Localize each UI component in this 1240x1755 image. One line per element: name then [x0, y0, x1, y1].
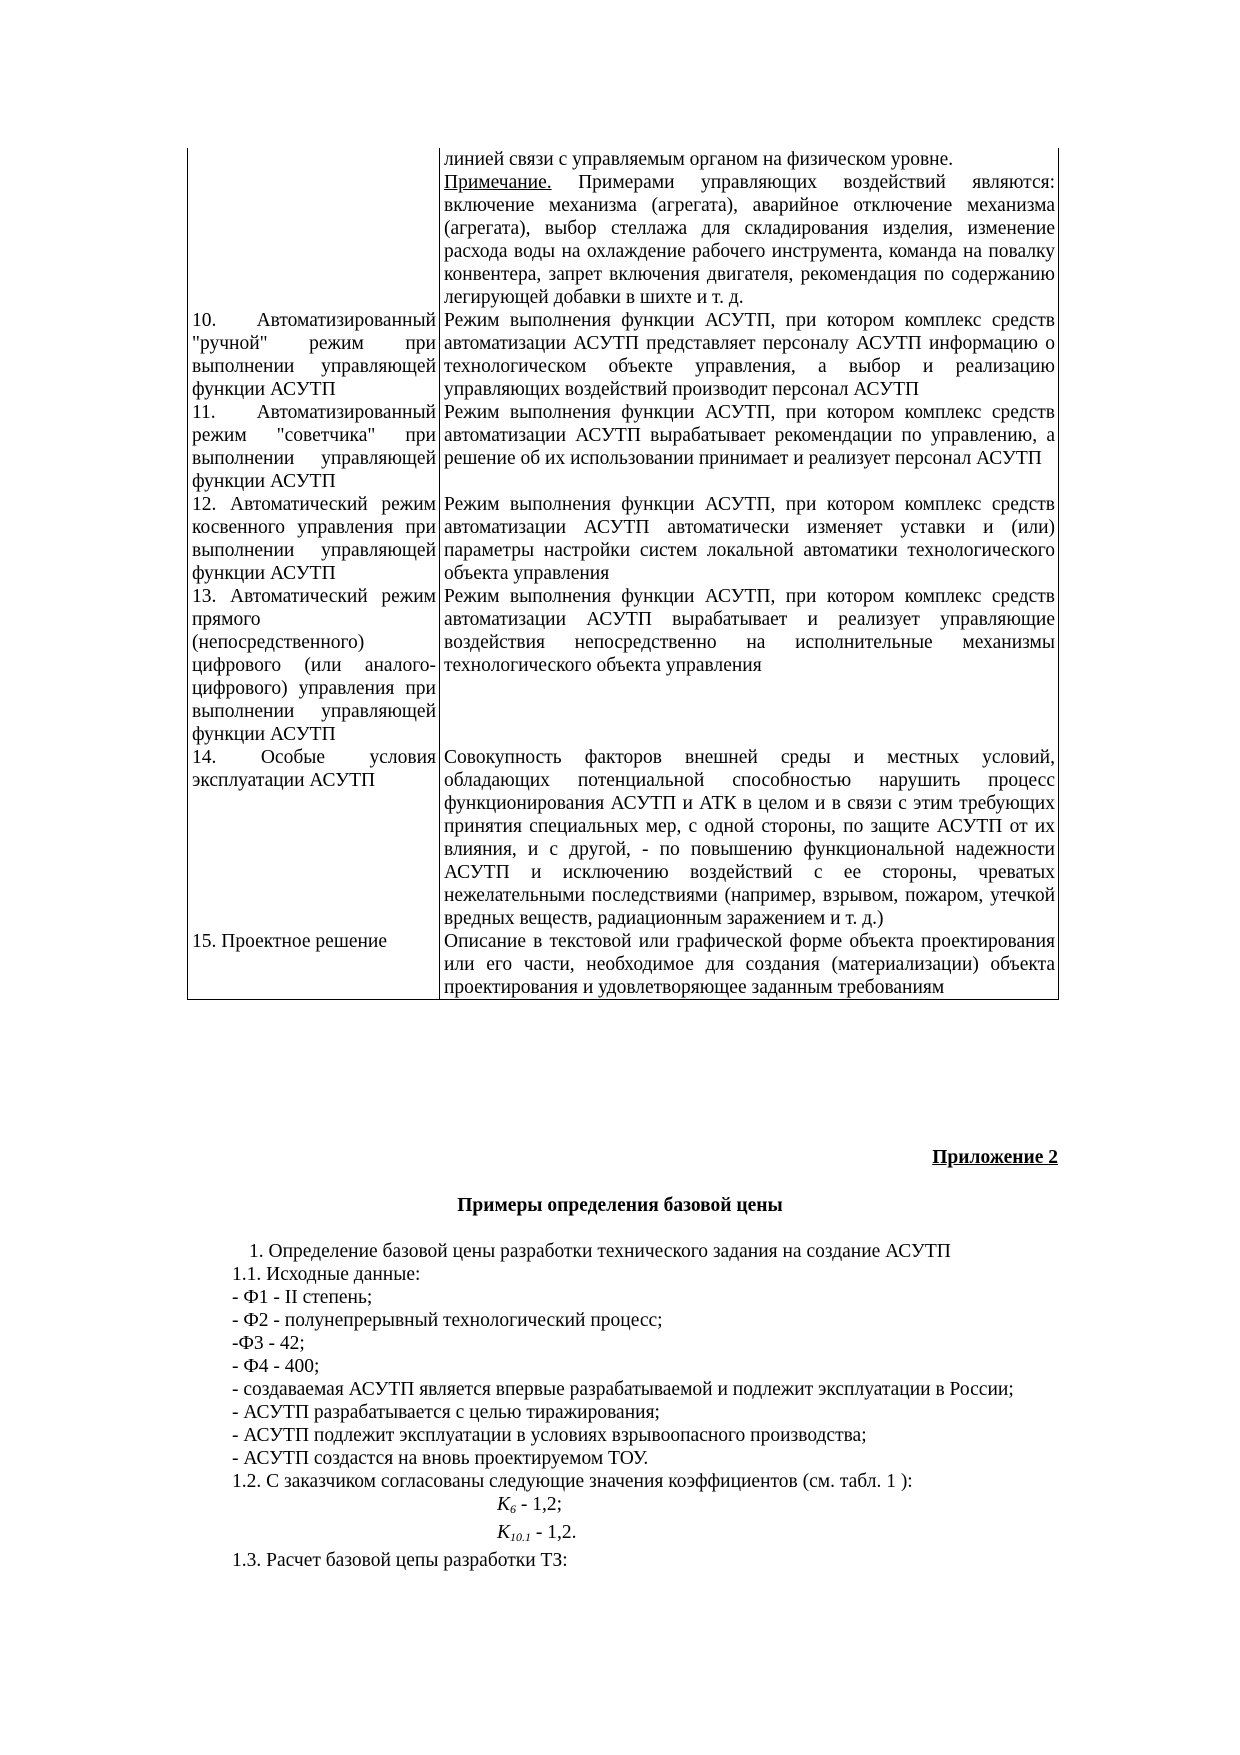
definition-text: линией связи с управляемым органом на физическом уровне. [444, 149, 954, 170]
coefficient-value: - 1,2. [531, 1522, 577, 1543]
definition-cell [440, 148, 1059, 309]
list-item-condition-4: - АСУТП создастся на вновь проектируемом ТОУ. [232, 1448, 649, 1469]
term-cell: 13. Автоматический режим прямого (непосредственного) цифрового (или аналого-цифрового) управления при выполнении управляющей функции АСУТП [188, 585, 440, 746]
definition-cell: Режим выполнения функции АСУТП, при котором комплекс средств автоматизации АСУТП вырабатывает рекомендации по управлению, а решение об их использовании принимает и реализует персонал АСУТП [440, 401, 1059, 493]
paragraph-item-1-3: 1.3. Расчет базовой цепы разработки ТЗ: [232, 1550, 568, 1571]
definition-cell: Режим выполнения функции АСУТП, при котором комплекс средств автоматизации АСУТП автоматически изменяет уставки и (или) параметры настройки систем локальной автоматики технологического объекта управления [440, 493, 1059, 585]
coefficient-subscript: 6 [510, 1502, 517, 1516]
list-item-f2: - Ф2 - полунепрерывный технологический процесс; [232, 1310, 663, 1331]
note-paragraph [444, 171, 1055, 309]
definition-cell: Описание в текстовой или графической форме объекта проектирования или его части, необходимое для создания (материализации) объекта проектирования и удовлетворяющее заданным требованиям [440, 930, 1059, 1000]
term-cell: 10. Автоматизированный "ручной" режим при выполнении управляющей функции АСУТП [188, 309, 440, 401]
table-row [188, 746, 1059, 930]
coefficient-k6 [187, 1493, 1056, 1521]
table-row [188, 585, 1059, 746]
document-body [187, 1240, 1056, 1572]
note-label: Примечание. [444, 172, 552, 193]
table-row [188, 930, 1059, 1000]
table-row [188, 401, 1059, 493]
definition-cell: Совокупность факторов внешней среды и местных условий, обладающих потенциальной способностью нарушить процесс функционирования АСУТП и АТК в целом и в связи с этим требующих принятия специальных мер, с одной стороны, по защите АСУТП от их влияния, и с другой, - по повышению функциональной надежности АСУТП и исключению воздействий с ее стороны, чреватых нежелательными последствиями (например, взрывом, пожаром, утечкой вредных веществ, радиационным заражением и т. д.) [440, 746, 1059, 930]
list-item-condition-3: - АСУТП подлежит эксплуатации в условиях взрывоопасного производства; [232, 1425, 867, 1446]
term-cell: 11. Автоматизированный режим "советчика" при выполнении управляющей функции АСУТП [188, 401, 440, 493]
definition-cell: Режим выполнения функции АСУТП, при котором комплекс средств автоматизации АСУТП представляет персоналу АСУТП информацию о технологическом объекте управления, а выбор и реализацию управляющих воздействий производит персонал АСУТП [440, 309, 1059, 401]
paragraph-item-1-1: 1.1. Исходные данные: [232, 1264, 421, 1285]
list-item-f3: -Ф3 - 42; [232, 1333, 305, 1354]
table-row [188, 493, 1059, 585]
coefficient-symbol: K [497, 1494, 511, 1515]
list-item-f4: - Ф4 - 400; [232, 1356, 320, 1377]
coefficient-value: - 1,2; [516, 1494, 563, 1515]
paragraph-item-1: 1. Определение базовой цены разработки технического задания на создание АСУТП [249, 1241, 951, 1262]
terms-table [187, 148, 1059, 1000]
appendix-label: Приложение 2 [932, 1147, 1058, 1168]
table-row [188, 309, 1059, 401]
term-cell: 12. Автоматический режим косвенного управления при выполнении управляющей функции АСУТП [188, 493, 440, 585]
table-row [188, 148, 1059, 309]
definition-cell: Режим выполнения функции АСУТП, при котором комплекс средств автоматизации АСУТП вырабатывает и реализует управляющие воздействия непосредственно на исполнительные механизмы технологического объекта управления [440, 585, 1059, 746]
coefficient-k10-1 [187, 1521, 1056, 1549]
list-item-condition-1: - создаваемая АСУТП является впервые разрабатываемой и подлежит эксплуатации в России; [232, 1379, 1014, 1400]
list-item-condition-2: - АСУТП разрабатывается с целью тиражирования; [232, 1402, 660, 1423]
section-title: Примеры определения базовой цены [457, 1195, 783, 1216]
coefficient-symbol: K [497, 1522, 511, 1543]
note-text: Примерами управляющих воздействий являются: включение механизма (агрегата), аварийное отключение механизма (агрегата), выбор стеллажа для складирования изделия, изменение расхода воды на охлаждение рабочего инструмента, команда на повалку конвентера, запрет включения двигателя, рекомендация по содержанию легирующей добавки в шихте и т. д. [444, 172, 1055, 308]
term-cell: 15. Проектное решение [188, 930, 440, 1000]
term-cell [188, 148, 440, 309]
list-item-f1: - Ф1 - II степень; [232, 1287, 373, 1308]
coefficient-subscript: 10.1 [510, 1530, 532, 1544]
paragraph-item-1-2: 1.2. С заказчиком согласованы следующие значения коэффициентов (см. табл. 1 ): [232, 1471, 913, 1492]
term-cell: 14. Особые условия эксплуатации АСУТП [188, 746, 440, 930]
